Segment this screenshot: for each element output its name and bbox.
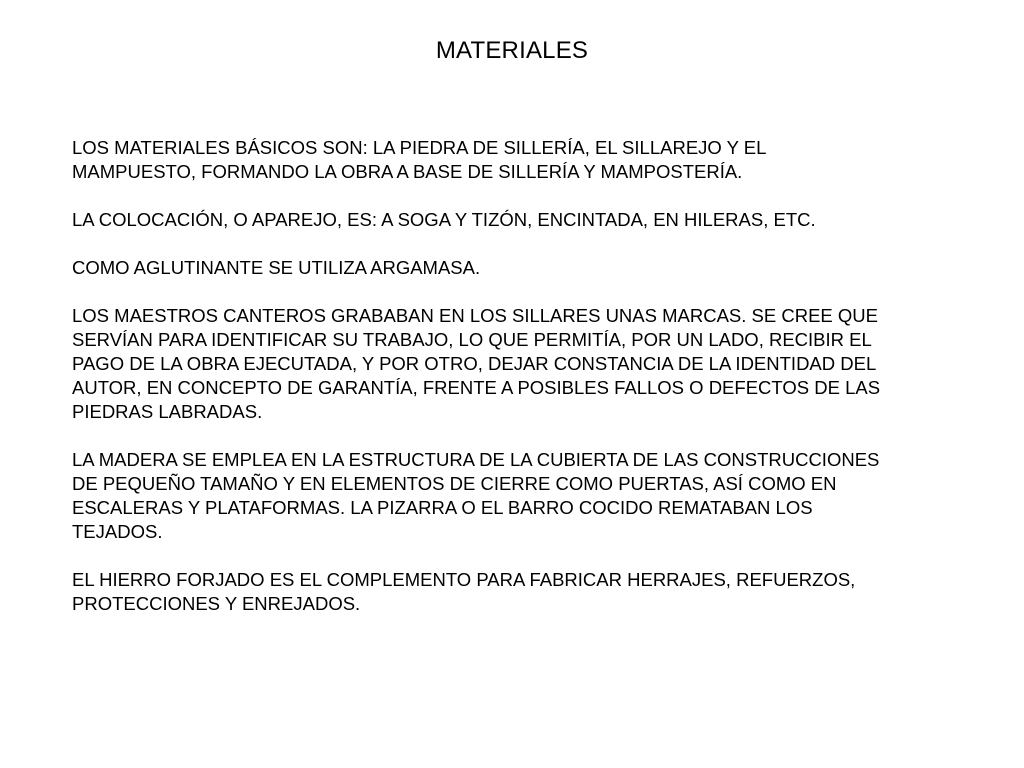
paragraph-line: LOS MATERIALES BÁSICOS SON: LA PIEDRA DE SILLERÍA, EL SILLAREJO Y EL [72,137,767,158]
paragraph-canteros [72,304,962,424]
paragraph-line: LA MADERA SE EMPLEA EN LA ESTRUCTURA DE LA CUBIERTA DE LAS CONSTRUCCIONES [72,449,880,470]
paragraph-line: TEJADOS. [72,521,163,542]
paragraph-line: PAGO DE LA OBRA EJECUTADA, Y POR OTRO, DEJAR CONSTANCIA DE LA IDENTIDAD DEL [72,353,877,374]
paragraph-hierro [72,568,962,616]
paragraph-aparejo [72,208,962,232]
paragraph-line: AUTOR, EN CONCEPTO DE GARANTÍA, FRENTE A POSIBLES FALLOS O DEFECTOS DE LAS [72,377,881,398]
paragraph-line: ESCALERAS Y PLATAFORMAS. LA PIZARRA O EL BARRO COCIDO REMATABAN LOS [72,497,813,518]
paragraph-line: DE PEQUEÑO TAMAÑO Y EN ELEMENTOS DE CIERRE COMO PUERTAS, ASÍ COMO EN [72,473,837,494]
paragraph-line: EL HIERRO FORJADO ES EL COMPLEMENTO PARA FABRICAR HERRAJES, REFUERZOS, [72,569,856,590]
paragraph-materials [72,136,962,184]
paragraph-line: LOS MAESTROS CANTEROS GRABABAN EN LOS SILLARES UNAS MARCAS. SE CREE QUE [72,305,878,326]
slide-title: MATERIALES [435,37,589,64]
paragraph-line: PIEDRAS LABRADAS. [72,401,263,422]
paragraph-line: SERVÍAN PARA IDENTIFICAR SU TRABAJO, LO QUE PERMITÍA, POR UN LADO, RECIBIR EL [72,329,872,350]
paragraph-madera [72,448,962,544]
paragraph-line: PROTECCIONES Y ENREJADOS. [72,593,361,614]
slide-body [72,136,962,640]
paragraph-line: LA COLOCACIÓN, O APAREJO, ES: A SOGA Y TIZÓN, ENCINTADA, EN HILERAS, ETC. [72,209,816,230]
paragraph-line: MAMPUESTO, FORMANDO LA OBRA A BASE DE SILLERÍA Y MAMPOSTERÍA. [72,161,743,182]
paragraph-line: COMO AGLUTINANTE SE UTILIZA ARGAMASA. [72,257,481,278]
paragraph-aglutinante [72,256,962,280]
